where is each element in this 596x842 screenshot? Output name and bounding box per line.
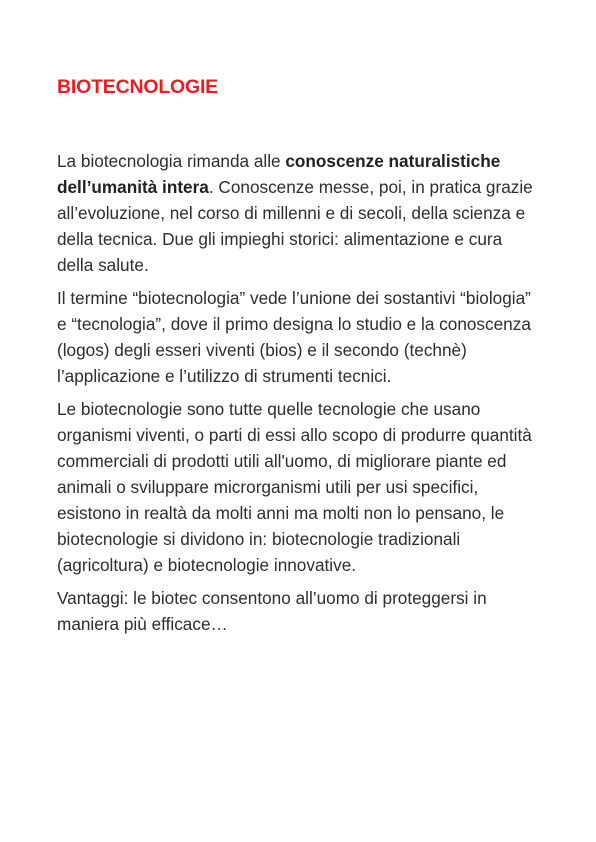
paragraph-intro-bold: conoscenze naturalistiche dell’umanità intera bbox=[57, 151, 501, 197]
paragraph-intro-end: . Conoscenze messe, poi, in pratica grazie all’evoluzione, nel corso di millenni e di secoli, della scienza e della tecnica. Due gli impieghi storici: alimentazione e cura della salute. bbox=[57, 177, 533, 275]
paragraph-definition: Le biotecnologie sono tutte quelle tecnologie che usano organismi viventi, o parti di essi allo scopo di produrre quantità commerciali di prodotti utili all'uomo, di migliorare piante ed animali o sviluppare microrganismi utili per usi specifici, esistono in realtà da molti anni ma molti non lo pensano, le biotecnologie si dividono in: biotecnologie tradizionali (agricoltura) e biotecnologie innovative. bbox=[57, 399, 532, 575]
paragraph-intro bbox=[57, 148, 541, 278]
document-body bbox=[57, 148, 541, 644]
paragraph-etymology: Il termine “biotecnologia” vede l’unione dei sostantivi “biologia” e “tecnologia”, dove il primo designa lo studio e la conoscenza (logos) degli esseri viventi (bios) e il secondo (technè) l’applicazione e l’utilizzo di strumenti tecnici. bbox=[57, 288, 531, 386]
paragraph-intro-start: La biotecnologia rimanda alle bbox=[57, 151, 286, 171]
page-title: BIOTECNOLOGIE bbox=[57, 76, 218, 98]
paragraph-advantages: Vantaggi: le biotec consentono all’uomo di proteggersi in maniera più efficace… bbox=[57, 588, 487, 634]
